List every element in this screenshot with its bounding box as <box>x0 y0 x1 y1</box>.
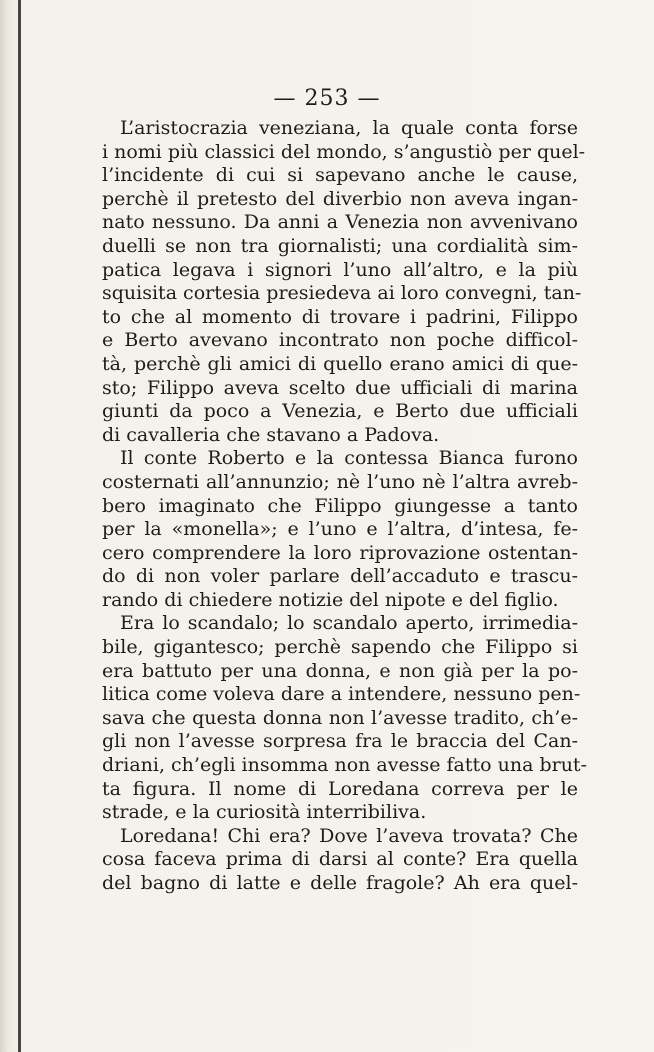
paragraph <box>102 612 587 824</box>
text-line: duelli se non tra giornalisti; una cordialità sim- <box>102 234 578 257</box>
text-line: perchè il pretesto del diverbio non aveva ingan- <box>102 187 578 210</box>
text-line: gli non l’avesse sorpresa fra le braccia del Can- <box>102 730 578 753</box>
text-line: bero imaginato che Filippo giungesse a tanto <box>102 494 578 517</box>
paragraph <box>102 117 586 447</box>
text-line: per la «monella»; e l’uno e l’altra, d’intesa, fe- <box>102 518 578 541</box>
text-line: Loredana! Chi era? Dove l’aveva trovata? Che <box>120 824 578 847</box>
text-line: cero comprendere la loro riprovazione ostentan- <box>102 541 578 564</box>
text-line: del bagno di latte e delle fragole? Ah era quel- <box>102 872 578 894</box>
text-line: giunti da poco a Venezia, e Berto due ufficiali <box>102 400 578 423</box>
text-line: Era lo scandalo; lo scandalo aperto, irrimedia- <box>120 612 578 635</box>
text-line: costernati all’annunzio; nè l’uno nè l’altra avreb- <box>102 470 578 493</box>
text-line: Il conte Roberto e la contessa Bianca furono <box>120 447 578 470</box>
paragraph <box>102 825 578 896</box>
text-line: tà, perchè gli amici di quello erano amici di que- <box>102 352 578 375</box>
text-line: to che al momento di trovare i padrini, Filippo <box>102 305 578 328</box>
text-line: litica come voleva dare a intendere, nessuno pen- <box>102 683 581 706</box>
text-line: ta figura. Il nome di Loredana correva per le <box>102 777 578 800</box>
text-line: strade, e la curiosità interribiliva. <box>102 801 427 824</box>
text-line: bile, gigantesco; perchè sapendo che Filippo si <box>102 636 578 659</box>
text-line: patica legava i signori l’uno all’altro, e la più <box>102 258 578 281</box>
text-body <box>102 117 587 896</box>
text-line: e Berto avevano incontrato non poche difficol- <box>102 329 578 352</box>
text-line: L’aristocrazia veneziana, la quale conta forse <box>120 117 578 139</box>
text-line: sto; Filippo aveva scelto due ufficiali di marina <box>102 376 578 399</box>
text-line: sava che questa donna non l’avesse tradito, ch’e- <box>102 706 578 729</box>
text-line: driani, ch’egli insomma non avesse fatto una brut- <box>102 754 587 777</box>
text-line: i nomi più classici del mondo, s’angustiò per quel- <box>102 140 586 163</box>
text-line: rando di chiedere notizie del nipote e del figlio. <box>102 588 559 611</box>
text-line: do di non voler parlare dell’accaduto e trascu- <box>102 565 578 588</box>
page-number: — 253 — <box>273 86 381 111</box>
paragraph <box>102 447 578 612</box>
text-line: cosa faceva prima di darsi al conte? Era quella <box>102 848 578 871</box>
text-line: nato nessuno. Da anni a Venezia non avvenivano <box>102 211 578 234</box>
binding-edge <box>18 0 21 1052</box>
text-line: squisita cortesia presiedeva ai loro convegni, tan- <box>102 282 582 305</box>
text-line: era battuto per una donna, e non già per la po- <box>102 659 578 682</box>
text-line: l’incidente di cui si sapevano anche le cause, <box>102 164 578 187</box>
text-line: di cavalleria che stavano a Padova. <box>102 423 440 446</box>
